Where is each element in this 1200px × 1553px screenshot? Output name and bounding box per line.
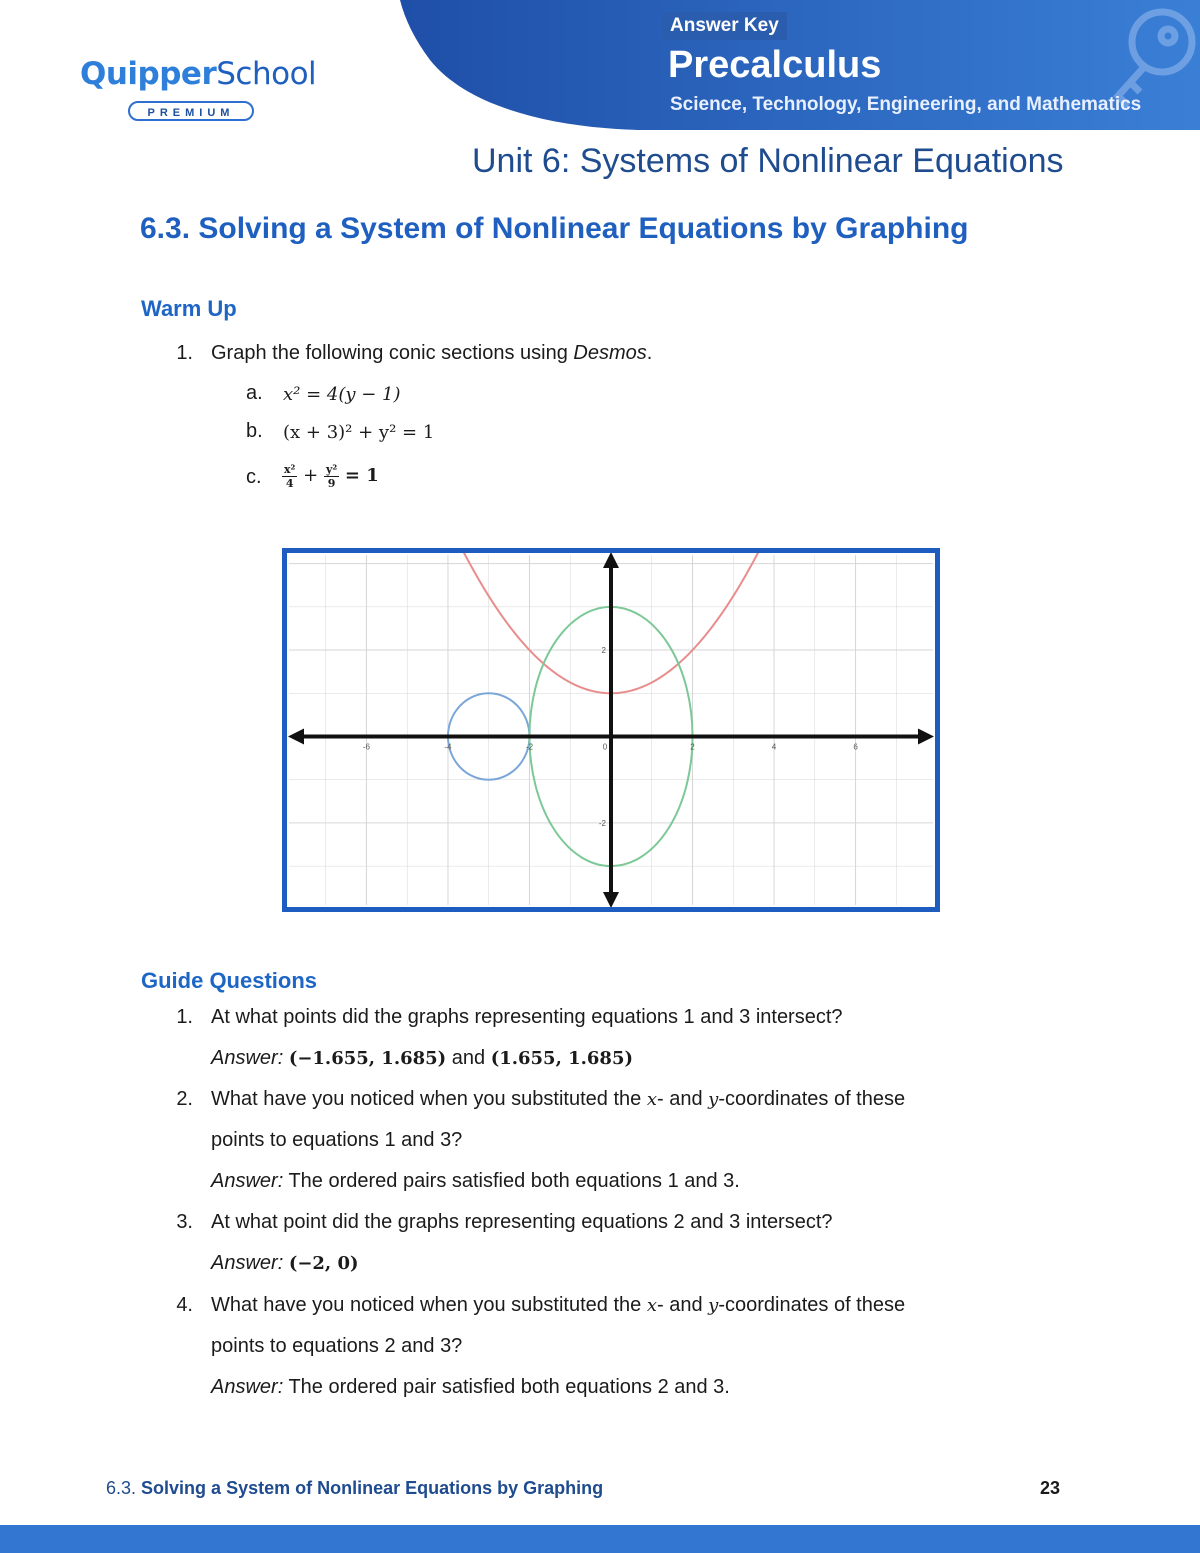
question-2-line-2: points to equations 1 and 3? — [211, 1129, 463, 1151]
equation-a: x² = 4(y − 1) — [283, 384, 401, 405]
warm-up-item-number: 1. — [176, 342, 193, 364]
equation-label-b: b. — [246, 420, 263, 442]
question-number-4: 4. — [176, 1294, 193, 1316]
y-tick-label: -2 — [598, 818, 606, 828]
strand-subtitle: Science, Technology, Engineering, and Mathematics — [670, 94, 1142, 115]
question-number-2: 2. — [176, 1088, 193, 1110]
equation-c: $\frac{\text{x²}}{4}$ + $\frac{\text{y²}}{9}$ = 1 — [284, 462, 379, 490]
equation-b: (x + 3)² + y² = 1 — [283, 422, 435, 443]
subject-title: Precalculus — [668, 44, 882, 86]
answer-key-badge: Answer Key — [662, 12, 787, 40]
x-tick-label: -4 — [444, 742, 452, 752]
answer-3: Answer: (−2, 0) — [211, 1252, 359, 1274]
footer-bar — [0, 1525, 1200, 1553]
conic-sections-graph — [282, 548, 940, 912]
lesson-title: 6.3. Solving a System of Nonlinear Equations by Graphing — [140, 212, 969, 245]
x-tick-label: -6 — [362, 742, 371, 752]
quipper-school-logo: QuipperSchool — [80, 56, 317, 92]
answer-1: Answer: (−1.655, 1.685) and (1.655, 1.685) — [211, 1047, 633, 1069]
unit-title: Unit 6: Systems of Nonlinear Equations — [472, 142, 1064, 180]
warm-up-instruction: Graph the following conic sections using Desmos. — [211, 342, 653, 364]
question-1: At what points did the graphs representing equations 1 and 3 intersect? — [211, 1006, 843, 1028]
question-3: At what point did the graphs representing equations 2 and 3 intersect? — [211, 1211, 833, 1233]
answer-2: Answer: The ordered pairs satisfied both equations 1 and 3. — [211, 1170, 740, 1192]
x-tick-label: -2 — [525, 742, 534, 752]
y-tick-label: 2 — [601, 646, 606, 656]
question-number-1: 1. — [176, 1006, 193, 1028]
x-tick-label: 0 — [602, 742, 608, 752]
guide-questions-heading: Guide Questions — [141, 968, 318, 993]
question-number-3: 3. — [176, 1211, 193, 1233]
answer-4: Answer: The ordered pair satisfied both equations 2 and 3. — [211, 1376, 730, 1398]
x-tick-label: 6 — [853, 742, 858, 752]
premium-badge: PREMIUM — [128, 101, 254, 121]
equation-label-c: c. — [246, 466, 262, 488]
equation-label-a: a. — [246, 382, 263, 404]
question-4: What have you noticed when you substituted the x- and y-coordinates of these — [211, 1294, 906, 1316]
x-tick-label: 2 — [690, 742, 695, 752]
question-2: What have you noticed when you substituted the x- and y-coordinates of these — [211, 1088, 906, 1110]
x-tick-label: 4 — [771, 742, 777, 752]
question-4-line-2: points to equations 2 and 3? — [211, 1335, 463, 1357]
page-number: 23 — [1039, 1478, 1060, 1498]
footer-section-title: 6.3. Solving a System of Nonlinear Equations by Graphing — [106, 1478, 604, 1498]
warm-up-heading: Warm Up — [141, 296, 237, 321]
